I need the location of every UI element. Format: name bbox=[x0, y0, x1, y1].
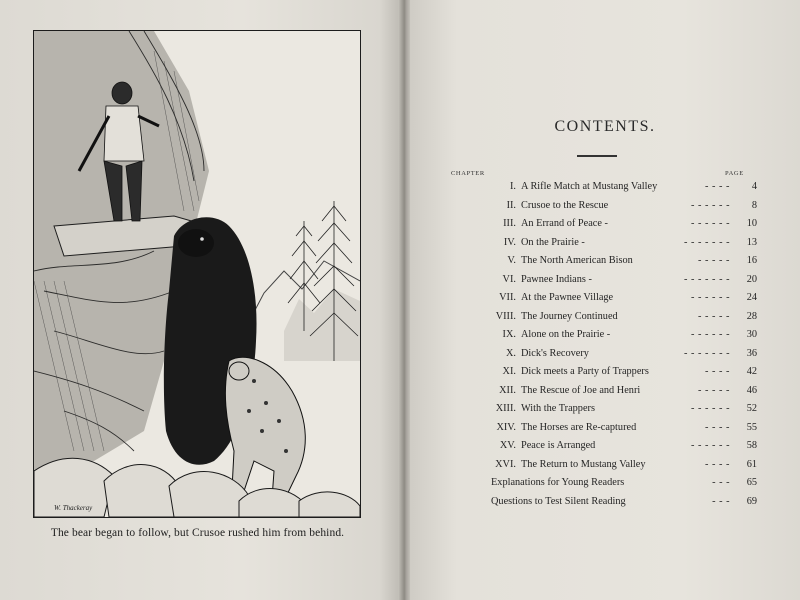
artist-signature: W. Thackeray bbox=[54, 504, 93, 512]
chapter-number: II. bbox=[506, 199, 516, 211]
page-number: 69 bbox=[746, 495, 757, 507]
page-number: 4 bbox=[751, 181, 757, 192]
chapter-title: The North American Bison bbox=[521, 255, 633, 266]
page-number: 8 bbox=[751, 199, 757, 211]
chapter-title: On the Prairie - bbox=[521, 236, 585, 248]
leader-dots: - - - - - - bbox=[691, 292, 730, 303]
chapter-number: XVI. bbox=[495, 458, 516, 470]
leader-dots: - - - - - - - bbox=[684, 273, 730, 285]
page-number: 65 bbox=[746, 477, 757, 488]
chapter-number: VII. bbox=[499, 292, 516, 303]
chapter-number: I. bbox=[509, 181, 516, 192]
chapter-title: The Journey Continued bbox=[521, 310, 618, 322]
leader-dots: - - - - - bbox=[698, 255, 730, 266]
chapter-title: The Rescue of Joe and Henri bbox=[521, 384, 641, 396]
chapter-title: Pawnee Indians - bbox=[521, 273, 592, 285]
chapter-title: With the Trappers bbox=[521, 403, 595, 414]
toc-entry[interactable] bbox=[430, 400, 770, 419]
chapter-number: XI. bbox=[502, 366, 516, 377]
toc-entry[interactable] bbox=[430, 363, 770, 382]
chapter-title: An Errand of Peace - bbox=[521, 218, 608, 229]
chapter-column-header: CHAPTER bbox=[451, 170, 485, 177]
page-number: 20 bbox=[746, 273, 757, 285]
toc-entry[interactable] bbox=[430, 456, 770, 475]
page-number: 24 bbox=[746, 292, 757, 303]
chapter-title: A Rifle Match at Mustang Valley bbox=[521, 181, 658, 192]
leader-dots: - - - - bbox=[705, 421, 730, 433]
page-number: 13 bbox=[746, 236, 757, 248]
illustration-caption: The bear began to follow, but Crusoe rushed him from behind. bbox=[50, 527, 345, 539]
leader-dots: - - - - - - bbox=[691, 218, 730, 229]
extra-title: Explanations for Young Readers bbox=[491, 477, 625, 488]
chapter-title: Alone on the Prairie - bbox=[521, 329, 611, 340]
page-number: 46 bbox=[746, 384, 757, 396]
leader-dots: - - - - - - - bbox=[684, 236, 730, 248]
chapter-number: XIV. bbox=[496, 421, 516, 433]
toc-entry[interactable] bbox=[430, 289, 770, 308]
page-number: 28 bbox=[746, 310, 757, 322]
bear-illustration bbox=[33, 30, 361, 518]
toc-entry[interactable] bbox=[430, 178, 770, 197]
toc-extra-entry[interactable] bbox=[430, 493, 770, 512]
toc-entry[interactable] bbox=[430, 308, 770, 327]
toc-extra-entry[interactable] bbox=[430, 474, 770, 493]
chapter-number: III. bbox=[503, 218, 516, 229]
leader-dots: - - - - - - bbox=[691, 440, 730, 451]
leader-dots: - - - - - - bbox=[691, 403, 730, 414]
page-number: 52 bbox=[746, 403, 757, 414]
chapter-title: At the Pawnee Village bbox=[521, 292, 614, 303]
toc-entry[interactable] bbox=[430, 419, 770, 438]
leader-dots: - - - - - - bbox=[691, 329, 730, 340]
illustration-drawing bbox=[34, 31, 360, 517]
chapter-title: Dick meets a Party of Trappers bbox=[521, 366, 649, 377]
page-number: 10 bbox=[746, 218, 757, 229]
table-of-contents bbox=[430, 178, 770, 511]
chapter-title: Peace is Arranged bbox=[521, 440, 596, 451]
chapter-number: VI. bbox=[502, 273, 516, 285]
chapter-number: X. bbox=[505, 347, 516, 359]
page-number: 42 bbox=[746, 366, 757, 377]
toc-entry[interactable] bbox=[430, 234, 770, 253]
toc-entry[interactable] bbox=[430, 215, 770, 234]
page-number: 30 bbox=[746, 329, 757, 340]
leader-dots: - - - - bbox=[705, 458, 730, 470]
leader-dots: - - - - - bbox=[698, 384, 730, 396]
toc-entry[interactable] bbox=[430, 197, 770, 216]
extra-title: Questions to Test Silent Reading bbox=[491, 495, 626, 507]
toc-entry[interactable] bbox=[430, 345, 770, 364]
page-number: 36 bbox=[746, 347, 757, 359]
title-rule bbox=[577, 155, 617, 157]
chapter-number: XIII. bbox=[495, 403, 516, 414]
leader-dots: - - - - - bbox=[698, 310, 730, 322]
page-number: 55 bbox=[746, 421, 757, 433]
page-number: 58 bbox=[746, 440, 757, 451]
chapter-number: XII. bbox=[499, 384, 516, 396]
chapter-number: IX. bbox=[502, 329, 516, 340]
toc-entry[interactable] bbox=[430, 252, 770, 271]
chapter-title: The Return to Mustang Valley bbox=[521, 458, 646, 470]
chapter-number: VIII. bbox=[495, 310, 516, 322]
leader-dots: - - - - - - bbox=[691, 199, 730, 211]
toc-entry[interactable] bbox=[430, 437, 770, 456]
page-number: 16 bbox=[746, 255, 757, 266]
toc-entry[interactable] bbox=[430, 382, 770, 401]
leader-dots: - - - - bbox=[705, 366, 730, 377]
chapter-title: Crusoe to the Rescue bbox=[521, 199, 609, 211]
chapter-number: XV. bbox=[499, 440, 516, 451]
leader-dots: - - - bbox=[712, 477, 730, 488]
toc-entry[interactable] bbox=[430, 271, 770, 290]
toc-entry[interactable] bbox=[430, 326, 770, 345]
leader-dots: - - - - bbox=[705, 181, 730, 192]
chapter-number: IV. bbox=[503, 236, 516, 248]
page-number: 61 bbox=[746, 458, 757, 470]
page-column-header: PAGE bbox=[725, 170, 744, 177]
leader-dots: - - - bbox=[712, 495, 730, 507]
chapter-number: V. bbox=[507, 255, 516, 266]
contents-title: CONTENTS. bbox=[554, 118, 656, 135]
chapter-title: Dick's Recovery bbox=[521, 347, 589, 359]
leader-dots: - - - - - - - bbox=[684, 347, 730, 359]
chapter-title: The Horses are Re-captured bbox=[521, 421, 637, 433]
